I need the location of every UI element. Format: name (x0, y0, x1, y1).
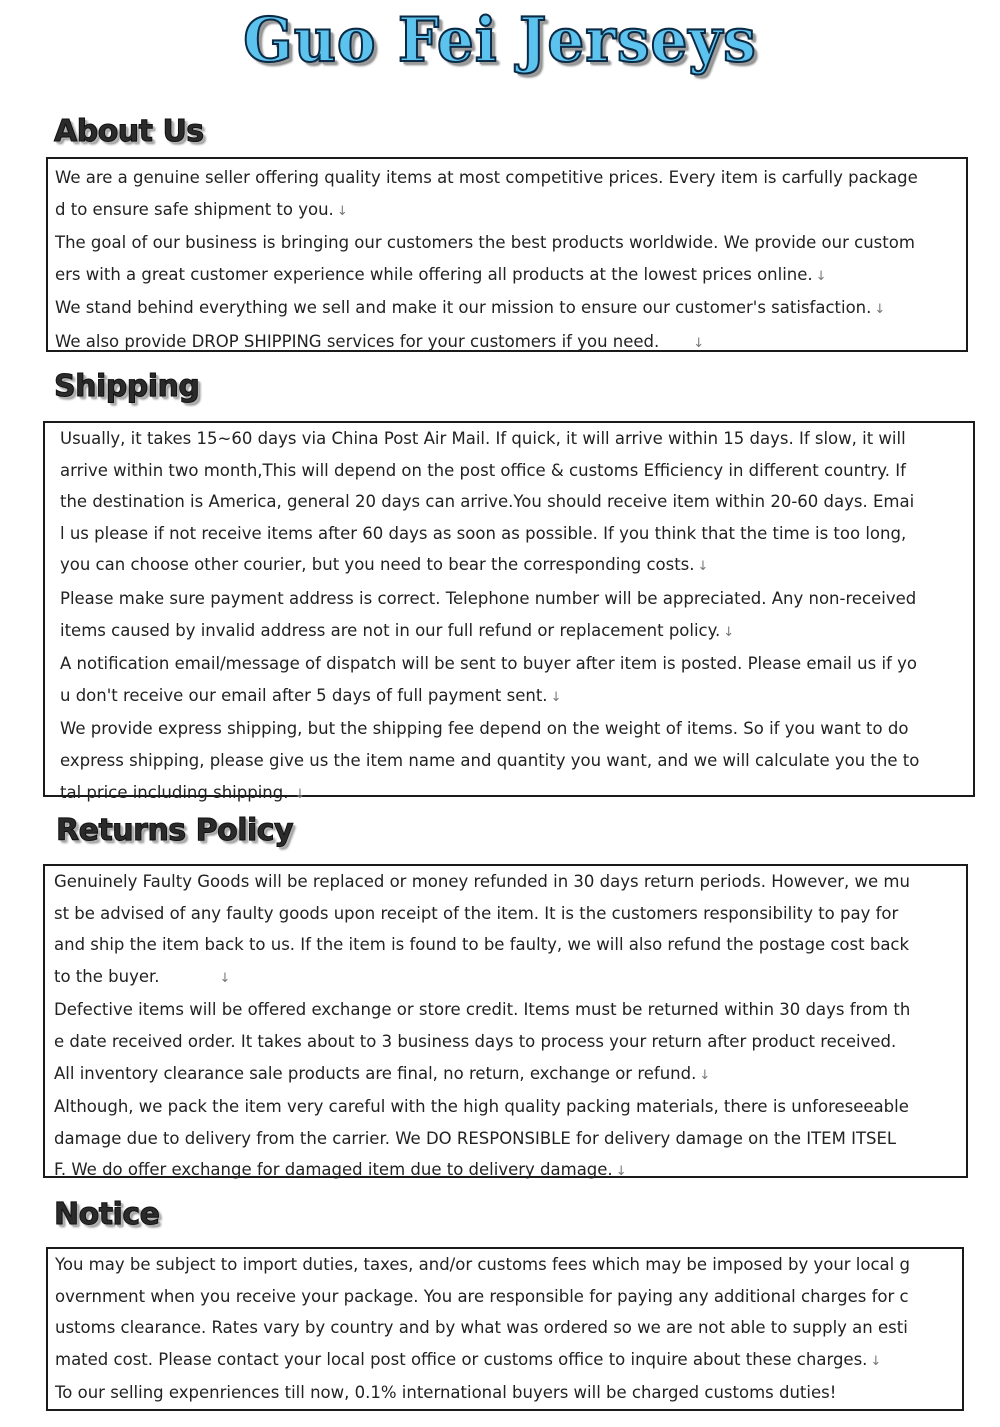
paragraph-mark-icon: ↓ (723, 624, 735, 640)
returns-policy-heading: Returns Policy (56, 813, 294, 848)
notice-box (46, 1247, 964, 1411)
about-us-box (46, 157, 968, 352)
returns-line: e date received order. It takes about to 3 business days to process your return after product received. (54, 1031, 897, 1051)
shipping-line: express shipping, please give us the item name and quantity you want, and we will calculate you the to (60, 750, 920, 770)
notice-line: You may be subject to import duties, taxes, and/or customs fees which may be imposed by your local g (55, 1255, 910, 1274)
about-line: The goal of our business is bringing our customers the best products worldwide. We provide our custom (55, 233, 915, 253)
returns-line: All inventory clearance sale products are final, no return, exchange or refund. ↓ (54, 1063, 711, 1083)
about-line: ers with a great customer experience while offering all products at the lowest prices online. ↓ (55, 264, 827, 284)
shipping-line: tal price including shipping. ↓ (60, 782, 306, 802)
paragraph-mark-icon: ↓ (693, 335, 705, 351)
paragraph-mark-icon: ↓ (870, 1353, 882, 1369)
shipping-line: Please make sure payment address is correct. Telephone number will be appreciated. Any non-received (60, 588, 917, 608)
paragraph-mark-icon: ↓ (294, 786, 306, 802)
paragraph-mark-icon: ↓ (615, 1164, 627, 1180)
returns-line: Genuinely Faulty Goods will be replaced or money refunded in 30 days return periods. However, we mu (54, 872, 910, 891)
notice-line: mated cost. Please contact your local post office or customs office to inquire about these charges. ↓ (55, 1349, 882, 1369)
store-logo: Guo Fei Jerseys (243, 4, 757, 76)
shipping-line: arrive within two month,This will depend on the post office & customs Efficiency in different country. If (60, 460, 906, 480)
shipping-line: Usually, it takes 15~60 days via China Post Air Mail. If quick, it will arrive within 15 days. If slow, it will (60, 429, 906, 448)
about-us-heading: About Us (54, 114, 204, 149)
returns-line: and ship the item back to us. If the item is found to be faulty, we will also refund the postage cost back (54, 935, 910, 955)
shipping-line: l us please if not receive items after 60 days as soon as possible. If you think that the time is too long, (60, 523, 907, 543)
notice-heading: Notice (54, 1197, 160, 1232)
returns-line: st be advised of any faulty goods upon receipt of the item. It is the customers responsibility to pay for (54, 903, 899, 923)
returns-line: to the buyer. ↓ (54, 966, 231, 986)
returns-line: Although, we pack the item very careful with the high quality packing materials, there is unforeseeable (54, 1097, 909, 1117)
shipping-box (43, 421, 975, 802)
notice-line: To our selling expenriences till now, 0.1% international buyers will be charged customs duties! (55, 1383, 837, 1403)
shipping-line: u don't receive our email after 5 days of full payment sent. ↓ (60, 685, 562, 705)
notice-line: overnment when you receive your package. You are responsible for paying any additional charges for c (55, 1286, 909, 1306)
returns-line: Defective items will be offered exchange or store credit. Items must be returned within 30 days from th (54, 1000, 911, 1020)
paragraph-mark-icon: ↓ (697, 559, 709, 575)
paragraph-mark-icon: ↓ (550, 689, 562, 705)
about-line: We are a genuine seller offering quality items at most competitive prices. Every item is carfully package (55, 168, 918, 187)
returns-policy-box (43, 864, 968, 1178)
about-line: We stand behind everything we sell and make it our mission to ensure our customer's satisfaction. ↓ (55, 298, 886, 318)
paragraph-mark-icon: ↓ (336, 203, 348, 219)
returns-line: damage due to delivery from the carrier. We DO RESPONSIBLE for delivery damage on the ITEM ITSEL (54, 1128, 897, 1148)
shipping-line: We provide express shipping, but the shipping fee depend on the weight of items. So if you want to do (60, 719, 909, 739)
shipping-line: A notification email/message of dispatch will be sent to buyer after item is posted. Please email us if yo (60, 654, 917, 674)
paragraph-mark-icon: ↓ (219, 970, 231, 986)
shipping-line: the destination is America, general 20 days can arrive.You should receive item within 20-60 days. Emai (60, 492, 915, 512)
paragraph-mark-icon: ↓ (815, 268, 827, 284)
paragraph-mark-icon: ↓ (874, 302, 886, 318)
paragraph-mark-icon: ↓ (699, 1067, 711, 1083)
shipping-line: you can choose other courier, but you need to bear the corresponding costs. ↓ (60, 555, 709, 575)
about-line: We also provide DROP SHIPPING services for your customers if you need. ↓ (55, 331, 705, 351)
about-line: d to ensure safe shipment to you. ↓ (55, 199, 348, 219)
returns-line: F. We do offer exchange for damaged item due to delivery damage. ↓ (54, 1160, 627, 1180)
notice-line: ustoms clearance. Rates vary by country and by what was ordered so we are not able to supply an esti (55, 1318, 908, 1338)
shipping-heading: Shipping (54, 369, 200, 404)
shipping-line: items caused by invalid address are not in our full refund or replacement policy. ↓ (60, 620, 735, 640)
